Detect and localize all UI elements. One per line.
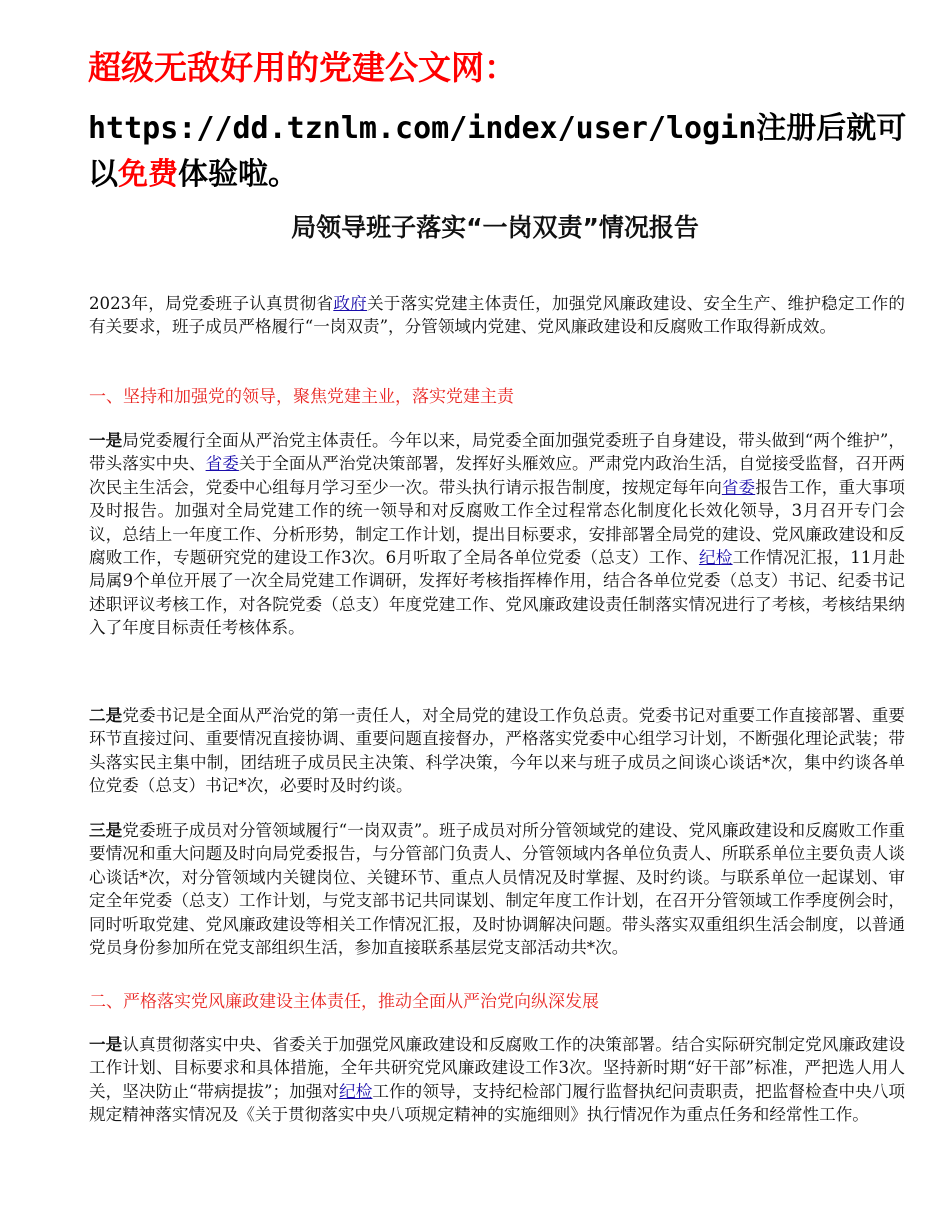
- page-title: 局领导班子落实“一岗双责”情况报告: [291, 213, 699, 242]
- item-lead: 三是: [89, 821, 123, 840]
- promo-free-text: 免费: [118, 157, 178, 192]
- link-government[interactable]: 政府: [333, 294, 367, 313]
- section1-item1: [89, 429, 905, 640]
- section1-heading: 一、坚持和加强党的领导，聚焦党建主业，落实党建主责: [89, 387, 514, 407]
- section1-item2: [89, 704, 905, 798]
- promo-url[interactable]: https://dd.tznlm.com/index/user/login: [88, 111, 757, 146]
- promo-end-text: 体验啦。: [178, 157, 298, 192]
- item-lead: 一是: [89, 431, 123, 450]
- item-lead: 二是: [89, 706, 123, 725]
- intro-paragraph: [89, 292, 905, 339]
- item-text: 关于全面从严治党决策部署，发挥好头雁效应。严肃党内政治生活，自觉接受监督，召开两次民主生活会，党委中心组每月学习至少一次。带头执行请示报告制度，按规定每年向: [89, 454, 906, 497]
- item-text: 局党委履行全面从严治党主体责任。今年以来，局党委全面加强党委班子自身建设，带头做到“两个维护”，带头落实中央、: [89, 431, 906, 474]
- promo-headline: [88, 44, 918, 92]
- item-text: 报告工作，重大事项及时报告。加强对全局党建工作的统一领导和对反腐败工作全过程常态化制度化长效化领导，3月召开专门会议，总结上一年度工作、分析形势，制定工作计划，提出目标要求，安排部署全局党的建设、党风廉政建设和反腐败工作，专题研究党的建设工作3次。6月听取了全局各单位党委（总支）工作、: [89, 477, 906, 568]
- link-provincial-committee-2[interactable]: 省委: [721, 477, 756, 497]
- link-provincial-committee[interactable]: 省委: [205, 454, 239, 474]
- item-lead: 一是: [89, 1035, 123, 1054]
- section2-item1: [89, 1033, 905, 1127]
- item-text: 党委书记是全面从严治党的第一责任人，对全局党的建设工作负总责。党委书记对重要工作直接部署、重要环节直接过问、重要情况直接协调、重要问题直接督办，严格落实党委中心组学习计划，不断强化理论武装；带头落实民主集中制，团结班子成员民主决策、科学决策，今年以来与班子成员之间谈心谈话*次，集中约谈各单位党委（总支）书记*次，必要时及时约谈。: [89, 706, 906, 796]
- link-discipline-inspection-2[interactable]: 纪检: [339, 1081, 373, 1101]
- intro-text-1: 2023年，局党委班子认真贯彻省: [89, 294, 334, 313]
- intro-text-2: 关于落实党建主体责任，加强党风廉政建设、安全生产、维护稳定工作的有关要求，班子成员严格履行“一岗双责”，分管领域内党建、党风廉政建设和反腐败工作取得新成效。: [89, 294, 906, 337]
- link-discipline-inspection[interactable]: 纪检: [698, 548, 733, 568]
- item-text: 认真贯彻落实中央、省委关于加强党风廉政建设和反腐败工作的决策部署。结合实际研究制定党风廉政建设工作计划、目标要求和具体措施，全年共研究党风廉政建设工作3次。坚持新时期“好干部”标准，严把选人用人关，坚决防止“带病提拔”；加强对: [89, 1035, 906, 1101]
- promo-register-text: 注册后就可以: [88, 111, 907, 192]
- promo-headline-text: 超级无敌好用的党建公文网：: [88, 48, 517, 87]
- section2-heading: 二、严格落实党风廉政建设主体责任，推动全面从严治党向纵深发展: [89, 992, 599, 1012]
- section1-item3: [89, 819, 905, 959]
- promo-url-line: [88, 106, 918, 198]
- item-text: 工作情况汇报，11月赴局属9个单位开展了一次全局党建工作调研，发挥好考核指挥棒作用，结合各单位党委（总支）书记、纪委书记述职评议考核工作，对各院党委（总支）年度党建工作、党风廉政建设责任制落实情况进行了考核，考核结果纳入了年度目标责任考核体系。: [89, 548, 905, 638]
- item-text: 工作的领导，支持纪检部门履行监督执纪问责职责，把监督检查中央八项规定精神落实情况及《关于贯彻落实中央八项规定精神的实施细则》执行情况作为重点任务和经常性工作。: [89, 1081, 906, 1125]
- item-text: 党委班子成员对分管领域履行“一岗双责”。班子成员对所分管领域党的建设、党风廉政建设和反腐败工作重要情况和重大问题及时向局党委报告，与分管部门负责人、分管领域内各单位负责人、所联系单位主要负责人谈心谈话*次，对分管领域内关键岗位、关键环节、重点人员情况及时掌握、及时约谈。与联系单位一起谋划、审定全年党委（总支）工作计划，与党支部书记共同谋划、制定年度工作计划，在召开分管领域工作季度例会时，同时听取党建、党风廉政建设等相关工作情况汇报，及时协调解决问题。带头落实双重组织生活会制度，以普通党员身份参加所在党支部组织生活，参加直接联系基层党支部活动共*次。: [89, 821, 906, 958]
